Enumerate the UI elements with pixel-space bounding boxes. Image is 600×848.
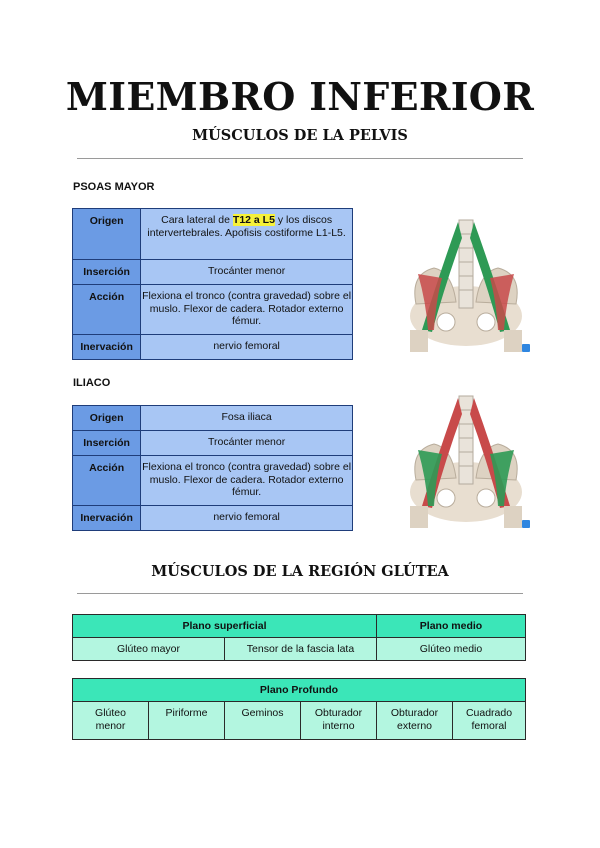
table-row xyxy=(73,260,353,285)
cell: Tensor de la fascia lata xyxy=(225,638,377,661)
row-label: Inserción xyxy=(73,431,141,456)
cell-line: Cuadrado xyxy=(465,707,513,719)
row-label: Inervación xyxy=(73,506,141,531)
table-row xyxy=(73,335,353,360)
table-row xyxy=(73,679,526,702)
table-row xyxy=(73,506,353,531)
cell xyxy=(377,702,453,740)
cell-line: femoral xyxy=(471,720,507,732)
row-value xyxy=(141,209,353,260)
iliaco-table xyxy=(72,405,353,531)
cell-line: interno xyxy=(322,720,355,732)
pelvis-psoas-image xyxy=(402,212,530,354)
psoas-table xyxy=(72,208,353,360)
divider xyxy=(77,158,523,159)
row-value: Trocánter menor xyxy=(141,260,353,285)
section-heading-pelvis: MÚSCULOS DE LA PELVIS xyxy=(192,127,408,144)
row-label: Inserción xyxy=(73,260,141,285)
row-value: Flexiona el tronco (contra gravedad) sobre el muslo. Flexor de cadera. Rotador externo fémur. xyxy=(141,456,353,506)
cell xyxy=(301,702,377,740)
cell: Glúteo mayor xyxy=(73,638,225,661)
table-row xyxy=(73,702,526,740)
pelvis-iliaco-image xyxy=(402,388,530,530)
row-label: Origen xyxy=(73,209,141,260)
cell xyxy=(225,702,301,740)
header-superficial: Plano superficial xyxy=(73,615,377,638)
muscle-name-iliaco: ILIACO xyxy=(73,377,111,389)
row-value: Trocánter menor xyxy=(141,431,353,456)
cell-line: Obturador xyxy=(390,707,439,719)
expand-icon[interactable] xyxy=(522,520,530,528)
cell xyxy=(453,702,526,740)
cell-line: Geminos xyxy=(241,707,284,719)
table-row xyxy=(73,431,353,456)
cell-line: Obturador xyxy=(314,707,363,719)
origen-text: Cara lateral de xyxy=(161,214,233,226)
row-value: Fosa iliaca xyxy=(141,406,353,431)
divider xyxy=(77,593,523,594)
row-value: nervio femoral xyxy=(141,506,353,531)
table-row xyxy=(73,638,526,661)
gluteal-planes-table xyxy=(72,614,526,661)
table-row xyxy=(73,406,353,431)
cell-line: Glúteo xyxy=(95,707,126,719)
cell-line: externo xyxy=(396,720,433,732)
gluteal-deep-table xyxy=(72,678,526,740)
table-row xyxy=(73,615,526,638)
row-label: Acción xyxy=(73,456,141,506)
header-medio: Plano medio xyxy=(377,615,526,638)
row-value: nervio femoral xyxy=(141,335,353,360)
row-label: Origen xyxy=(73,406,141,431)
cell-line: Piriforme xyxy=(165,707,208,719)
expand-icon[interactable] xyxy=(522,344,530,352)
table-row xyxy=(73,285,353,335)
header-profundo: Plano Profundo xyxy=(73,679,526,702)
page-title: MIEMBRO INFERIOR xyxy=(65,74,535,119)
row-label: Acción xyxy=(73,285,141,335)
table-row xyxy=(73,456,353,506)
muscle-name-psoas: PSOAS MAYOR xyxy=(73,181,155,193)
cell xyxy=(149,702,225,740)
table-row xyxy=(73,209,353,260)
row-label: Inervación xyxy=(73,335,141,360)
cell: Glúteo medio xyxy=(377,638,526,661)
highlight-text: T12 a L5 xyxy=(232,214,275,226)
row-value: Flexiona el tronco (contra gravedad) sobre el muslo. Flexor de cadera. Rotador externo fémur. xyxy=(141,285,353,335)
origen-text: y los discos intervertebrales. Apofisis costiforme L1-L5. xyxy=(147,214,346,239)
cell xyxy=(73,702,149,740)
section-heading-gluteal: MÚSCULOS DE LA REGIÓN GLÚTEA xyxy=(151,563,449,580)
cell-line: menor xyxy=(95,720,126,732)
